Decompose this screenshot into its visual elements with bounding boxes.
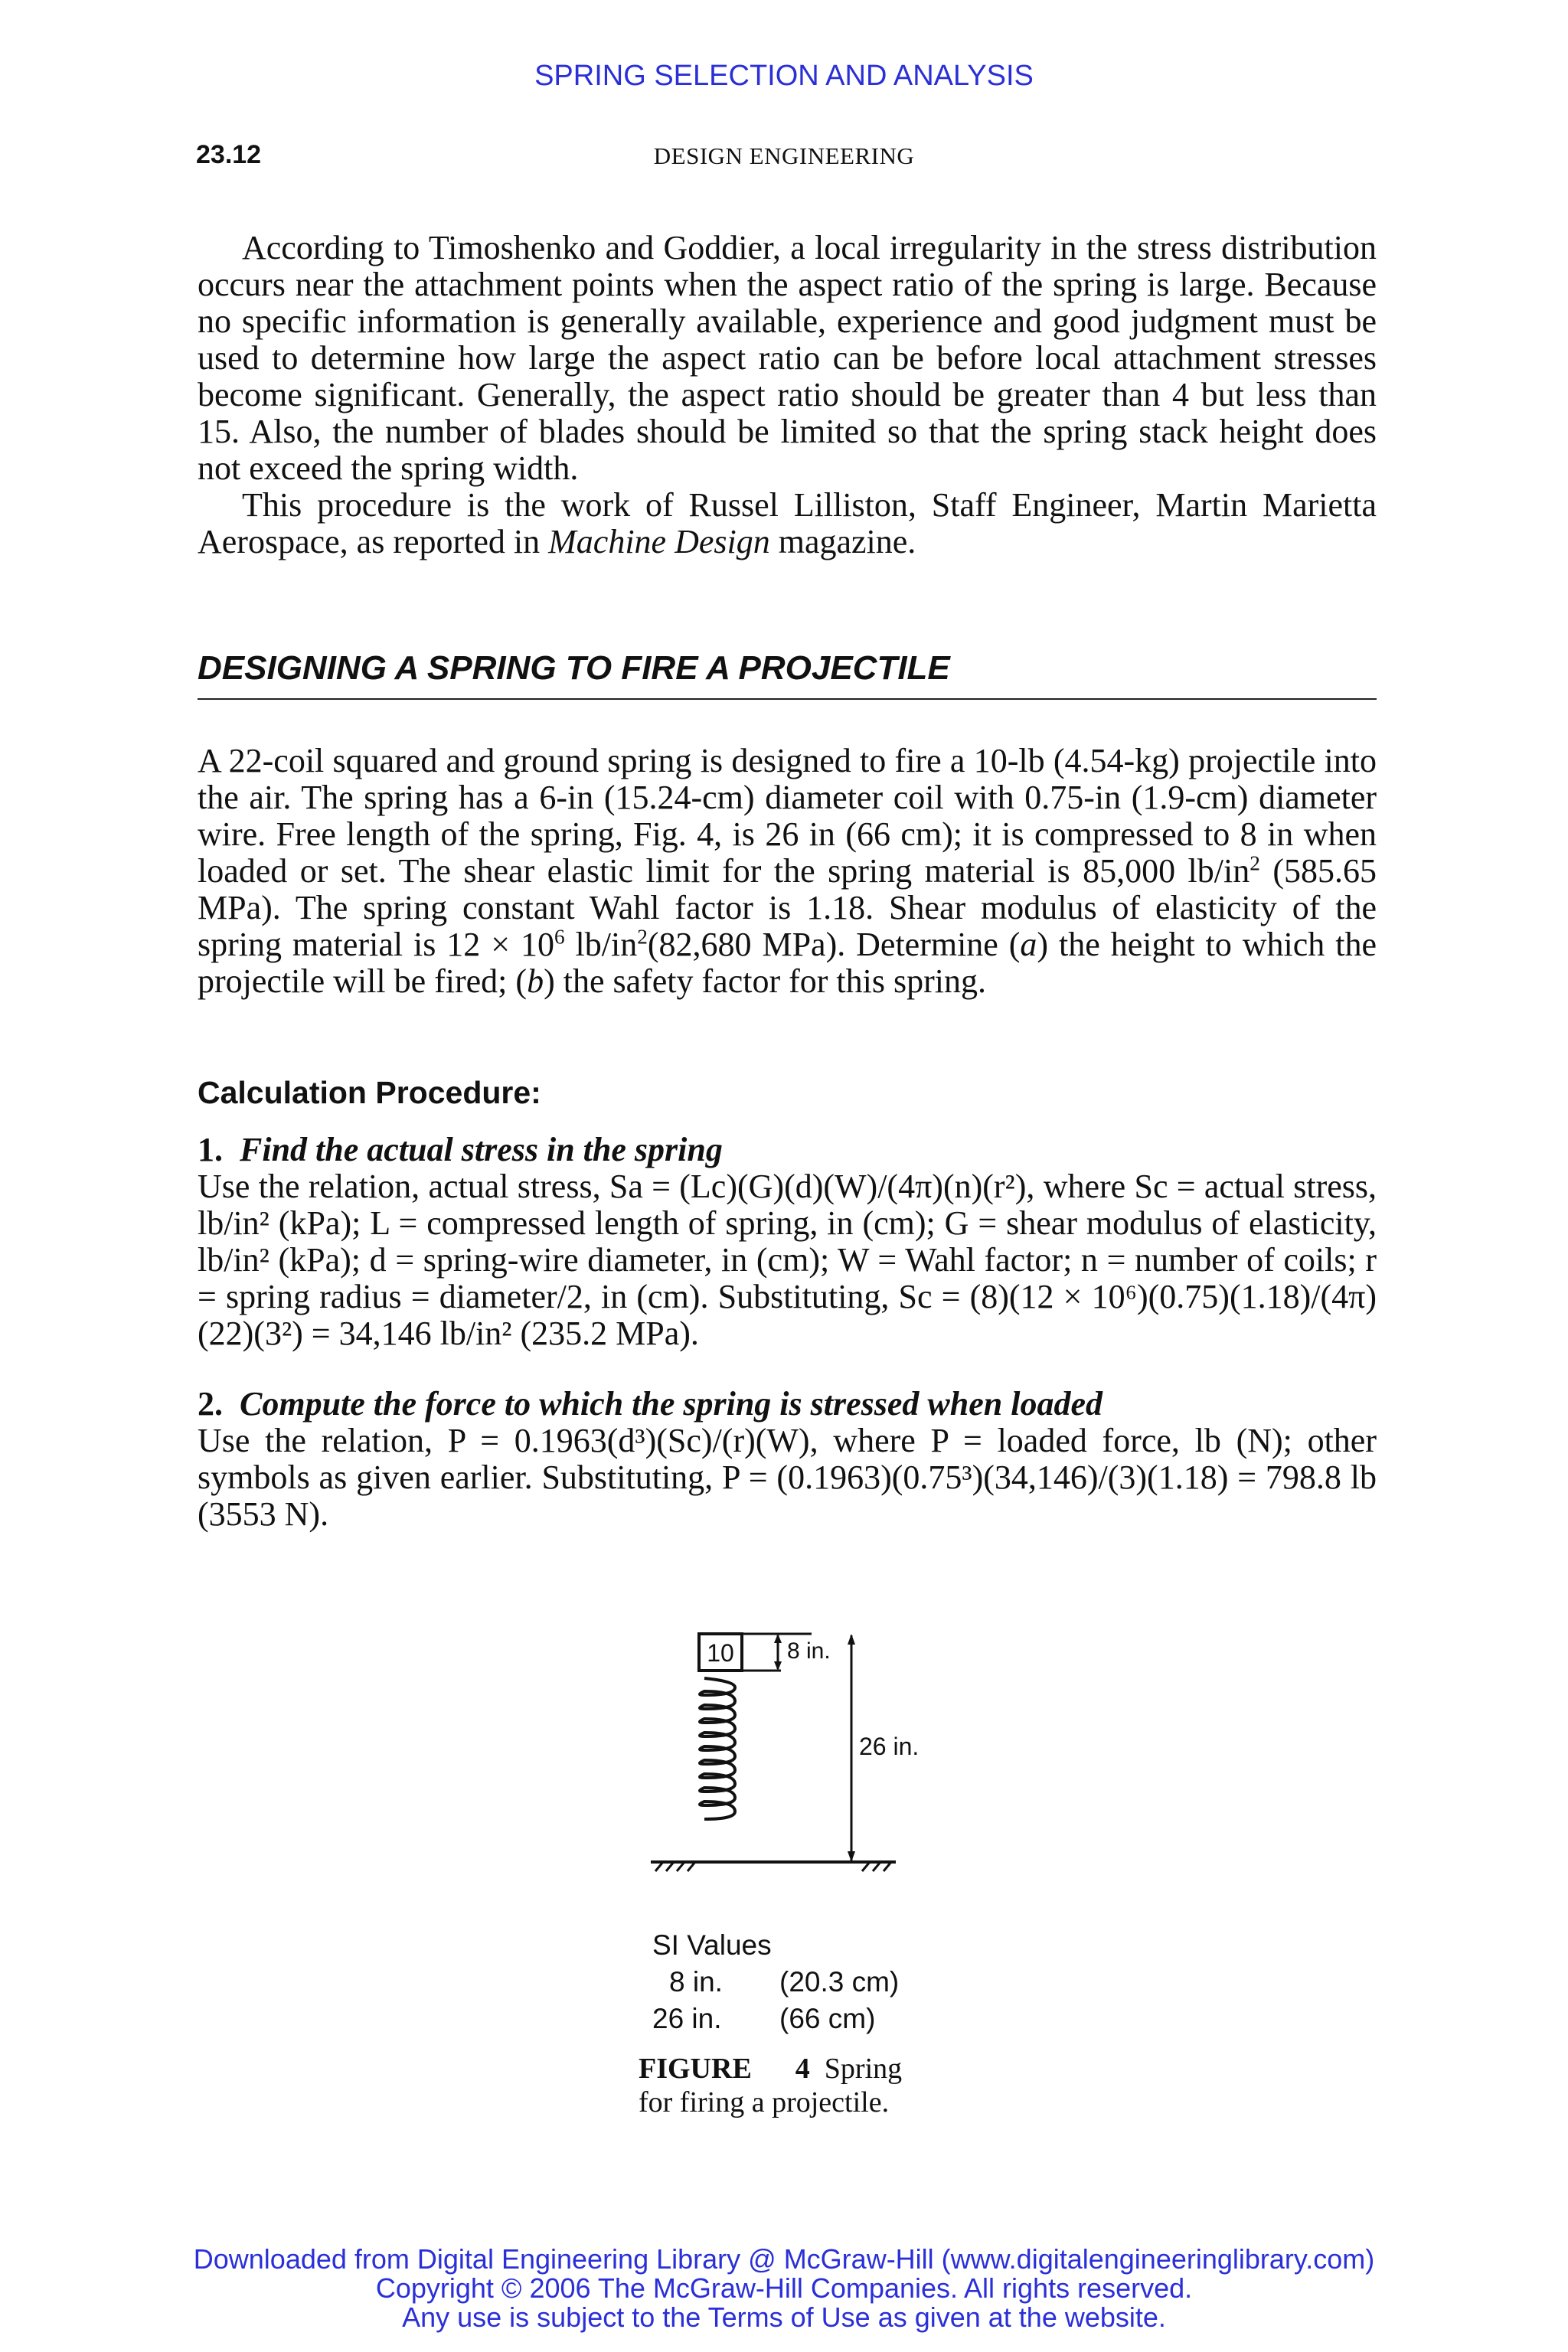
small-dim-arrow-bottom: [774, 1661, 782, 1671]
caption-number: 4: [795, 2053, 810, 2085]
intro-paragraph-2: This procedure is the work of Russel Lilliston, Staff Engineer, Martin Marietta Aerospace, as reported in Machine Design magazine.: [198, 486, 1377, 560]
footer-terms: Any use is subject to the Terms of Use as given at the website.: [402, 2301, 1166, 2333]
intro-text: [198, 230, 1377, 560]
si-row-1-imperial: 8 in.: [669, 1966, 723, 1998]
small-dim-arrow-top: [774, 1634, 782, 1643]
large-dim-arrow-bottom: [848, 1851, 855, 1862]
intro-paragraph-1: According to Timoshenko and Goddier, a local irregularity in the stress distribution occurs near the attachment points when the aspect ratio of the spring is large. Because no specific information is generally available, experience and good judgment must be used to determine how large the aspect ratio can be before local attachment stresses become significant. Generally, the aspect ratio should be greater than 4 but less than 15. Also, the number of blades should be limited so that the spring stack height does not exceed the spring width.: [198, 229, 1377, 487]
si-row-2-metric: (66 cm): [779, 2003, 876, 2034]
step-2-heading: 2. Compute the force to which the spring is stressed when loaded: [198, 1385, 1102, 1423]
step-1-heading: 1. Find the actual stress in the spring: [198, 1131, 723, 1168]
caption-label: FIGURE: [639, 2053, 752, 2085]
running-head: SPRING SELECTION AND ANALYSIS: [534, 60, 1034, 92]
page-number: 23.12: [196, 140, 262, 169]
step-2-text: Use the relation, P = 0.1963(d³)(Sc)/(r)(W), where P = loaded force, lb (N); other symbols as given earlier. Substituting, P = (0.1963)(0.75³)(34,146)/(3)(1.18) = 798.8 lb (3553 N).: [198, 1422, 1377, 1533]
footer: [0, 2245, 1568, 2332]
step-1: [198, 1132, 1377, 1352]
footer-download-link[interactable]: Downloaded from Digital Engineering Library @ McGraw-Hill (www.digitalengineeringlibrary.com): [193, 2243, 1375, 2275]
step-2: [198, 1386, 1377, 1533]
si-values-title: SI Values: [652, 1929, 772, 1961]
spring-figure: [635, 1623, 957, 1883]
problem-statement: A 22-coil squared and ground spring is designed to fire a 10-lb (4.54-kg) projectile into the air. The spring has a 6-in (15.24-cm) diameter coil with 0.75-in (1.9-cm) diameter wire. Free length of the spring, Fig. 4, is 26 in (66 cm); it is compressed to 8 in when loaded or set. The shear elastic limit for the spring material is 85,000 $lb/in^2$ (585.65 MPa). The spring constant Wahl factor is 1.18. Shear modulus of elasticity of the spring material is $12 \times 10^6$ $lb/in^2(82,680$ MPa). Determine (a) the height to which the projectile will be fired; (b) the safety factor for this spring.: [198, 742, 1377, 1000]
step-1-text: Use the relation, actual stress, Sa = (Lc)(G)(d)(W)/(4π)(n)(r²), where Sc = actual stress, lb/in² (kPa); L = compressed length of spring, in (cm); G = shear modulus of elasticity, lb/in² (kPa); d = spring-wire diameter, in (cm); W = Wahl factor; n = number of coils; r = spring radius = diameter/2, in (cm). Substituting, Sc = (8)(12 × 10⁶)(0.75)(1.18)/(4π)(22)(3²) = 34,146 lb/in² (235.2 MPa).: [198, 1168, 1377, 1352]
footer-copyright: Copyright © 2006 The McGraw-Hill Companies. All rights reserved.: [375, 2272, 1193, 2304]
small-dimension-label: 8 in.: [787, 1638, 831, 1664]
section-title: DESIGNING A SPRING TO FIRE A PROJECTILE: [198, 649, 1377, 700]
figure-caption: FIGURE 4 Spring for firing a projectile.: [639, 2053, 903, 2118]
large-dim-arrow-top: [848, 1634, 855, 1645]
book-title: DESIGN ENGINEERING: [653, 142, 915, 169]
si-row-2-imperial: 26 in.: [652, 2003, 722, 2034]
si-row-1-metric: (20.3 cm): [779, 1966, 900, 1998]
box-label: 10: [707, 1639, 734, 1667]
large-dimension-label: 26 in.: [859, 1733, 920, 1760]
magazine-title: Machine Design: [548, 523, 770, 560]
calculation-procedure-title: Calculation Procedure:: [198, 1075, 541, 1110]
spring-coils: [700, 1678, 735, 1819]
